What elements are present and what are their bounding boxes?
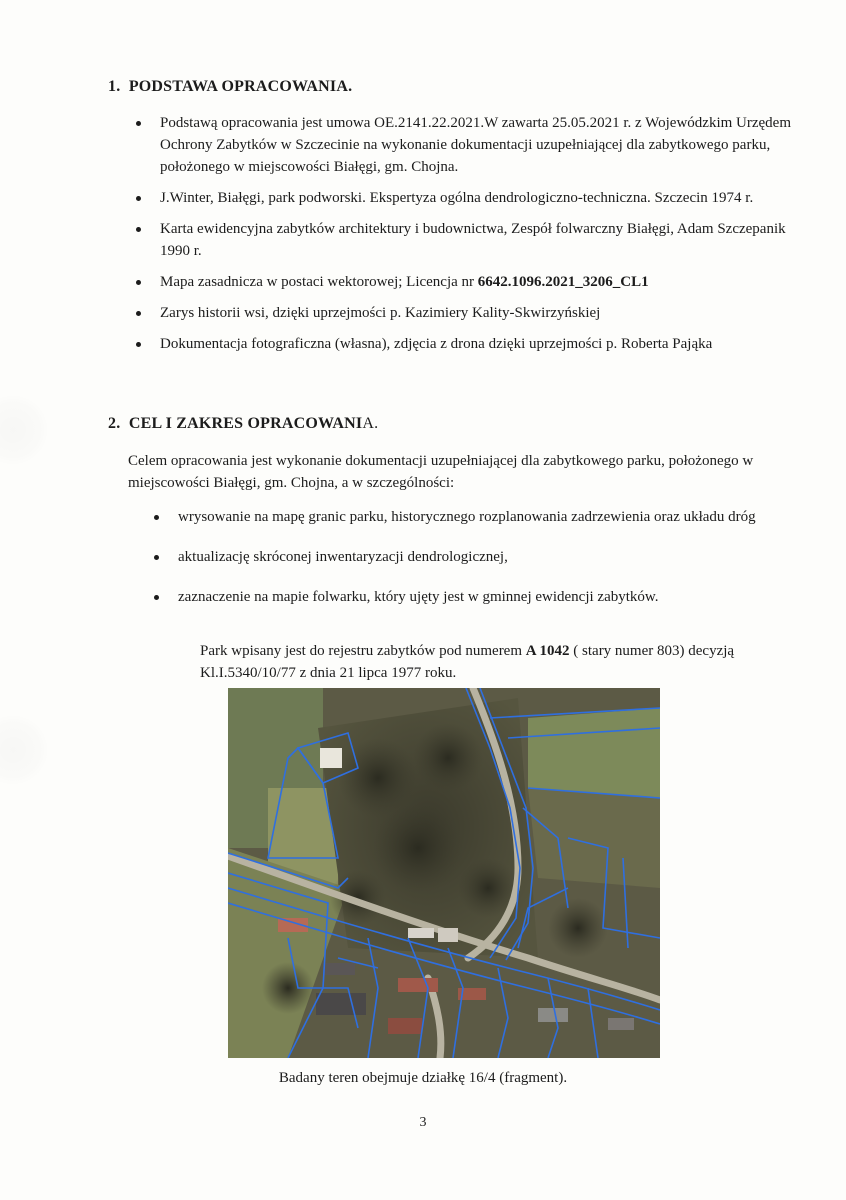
section-1-heading	[108, 78, 352, 96]
list-item	[134, 187, 794, 209]
field-northeast	[528, 708, 660, 798]
list-item	[134, 218, 794, 262]
section-2-title-tail: A.	[362, 415, 379, 432]
orchard-east	[528, 788, 660, 888]
section-2-intro: Celem opracowania jest wykonanie dokumentacji uzupełniającej dla zabytkowego parku, położonego w miejscowości Białęgi, gm. Chojna, a w szczególności:	[128, 453, 754, 491]
list-item	[134, 333, 794, 355]
list-item	[134, 112, 794, 178]
section-2-number: 2.	[108, 415, 121, 432]
figure-caption: Badany teren obejmuje działkę 16/4 (fragment).	[278, 1070, 568, 1086]
list-item	[152, 586, 792, 608]
section-2-heading	[108, 415, 378, 433]
aerial-photo-svg	[228, 688, 660, 1058]
list-item-text: Karta ewidencyjna zabytków architektury i budownictwa, Zespół folwarczny Białęgi, Adam Szczepanik 1990 r.	[160, 221, 786, 259]
list-item-text: Dokumentacja fotograficzna (własna), zdjęcia z drona dzięki uprzejmości p. Roberta Pająka	[160, 336, 713, 352]
registry-paragraph	[200, 640, 775, 684]
registry-number: A 1042	[525, 643, 570, 659]
list-item-text: Mapa zasadnicza w postaci wektorowej; Licencja nr	[160, 274, 478, 290]
list-item-text: wrysowanie na mapę granic parku, historycznego rozplanowania zadrzewienia oraz układu dróg	[178, 509, 756, 525]
registry-text-after: ( stary numer 803) decyzją Kl.I.5340/10/77 z dnia 21 lipca 1977 roku.	[200, 643, 735, 681]
punch-hole-mark	[0, 715, 48, 785]
section-1-number: 1.	[108, 78, 121, 95]
punch-hole-mark	[0, 395, 48, 465]
section-2-title: CEL I ZAKRES OPRACOWANI	[128, 415, 363, 432]
list-item	[152, 506, 792, 528]
license-number: 6642.1096.2021_3206_CL1	[477, 274, 649, 290]
list-item-text: aktualizację skróconej inwentaryzacji dendrologicznej,	[178, 549, 508, 565]
registry-text-before: Park wpisany jest do rejestru zabytków pod numerem	[200, 643, 526, 659]
scope-list	[152, 506, 792, 626]
section-1-title: PODSTAWA OPRACOWANIA.	[128, 78, 353, 95]
aerial-photo	[228, 688, 660, 1058]
list-item-text: Podstawą opracowania jest umowa OE.2141.22.2021.W zawarta 25.05.2021 r. z Wojewódzkim Urzędem Ochrony Zabytków w Szczecinie na wykonanie dokumentacji uzupełniającej dla zabytkowego parku, położonego w miejscowości Białęgi, gm. Chojna.	[160, 115, 791, 175]
list-item	[152, 546, 792, 568]
page-number: 3	[419, 1115, 427, 1130]
list-item-text: Zarys historii wsi, dzięki uprzejmości p. Kazimiery Kality-Skwirzyńskiej	[160, 305, 601, 321]
list-item-text: J.Winter, Białęgi, park podworski. Ekspertyza ogólna dendrologiczno-techniczna. Szczecin 1974 r.	[160, 190, 754, 206]
list-item-text: zaznaczenie na mapie folwarku, który ujęty jest w gminnej ewidencji zabytków.	[178, 589, 659, 605]
list-item	[134, 302, 794, 324]
list-item	[134, 271, 794, 293]
sources-list	[134, 112, 794, 364]
